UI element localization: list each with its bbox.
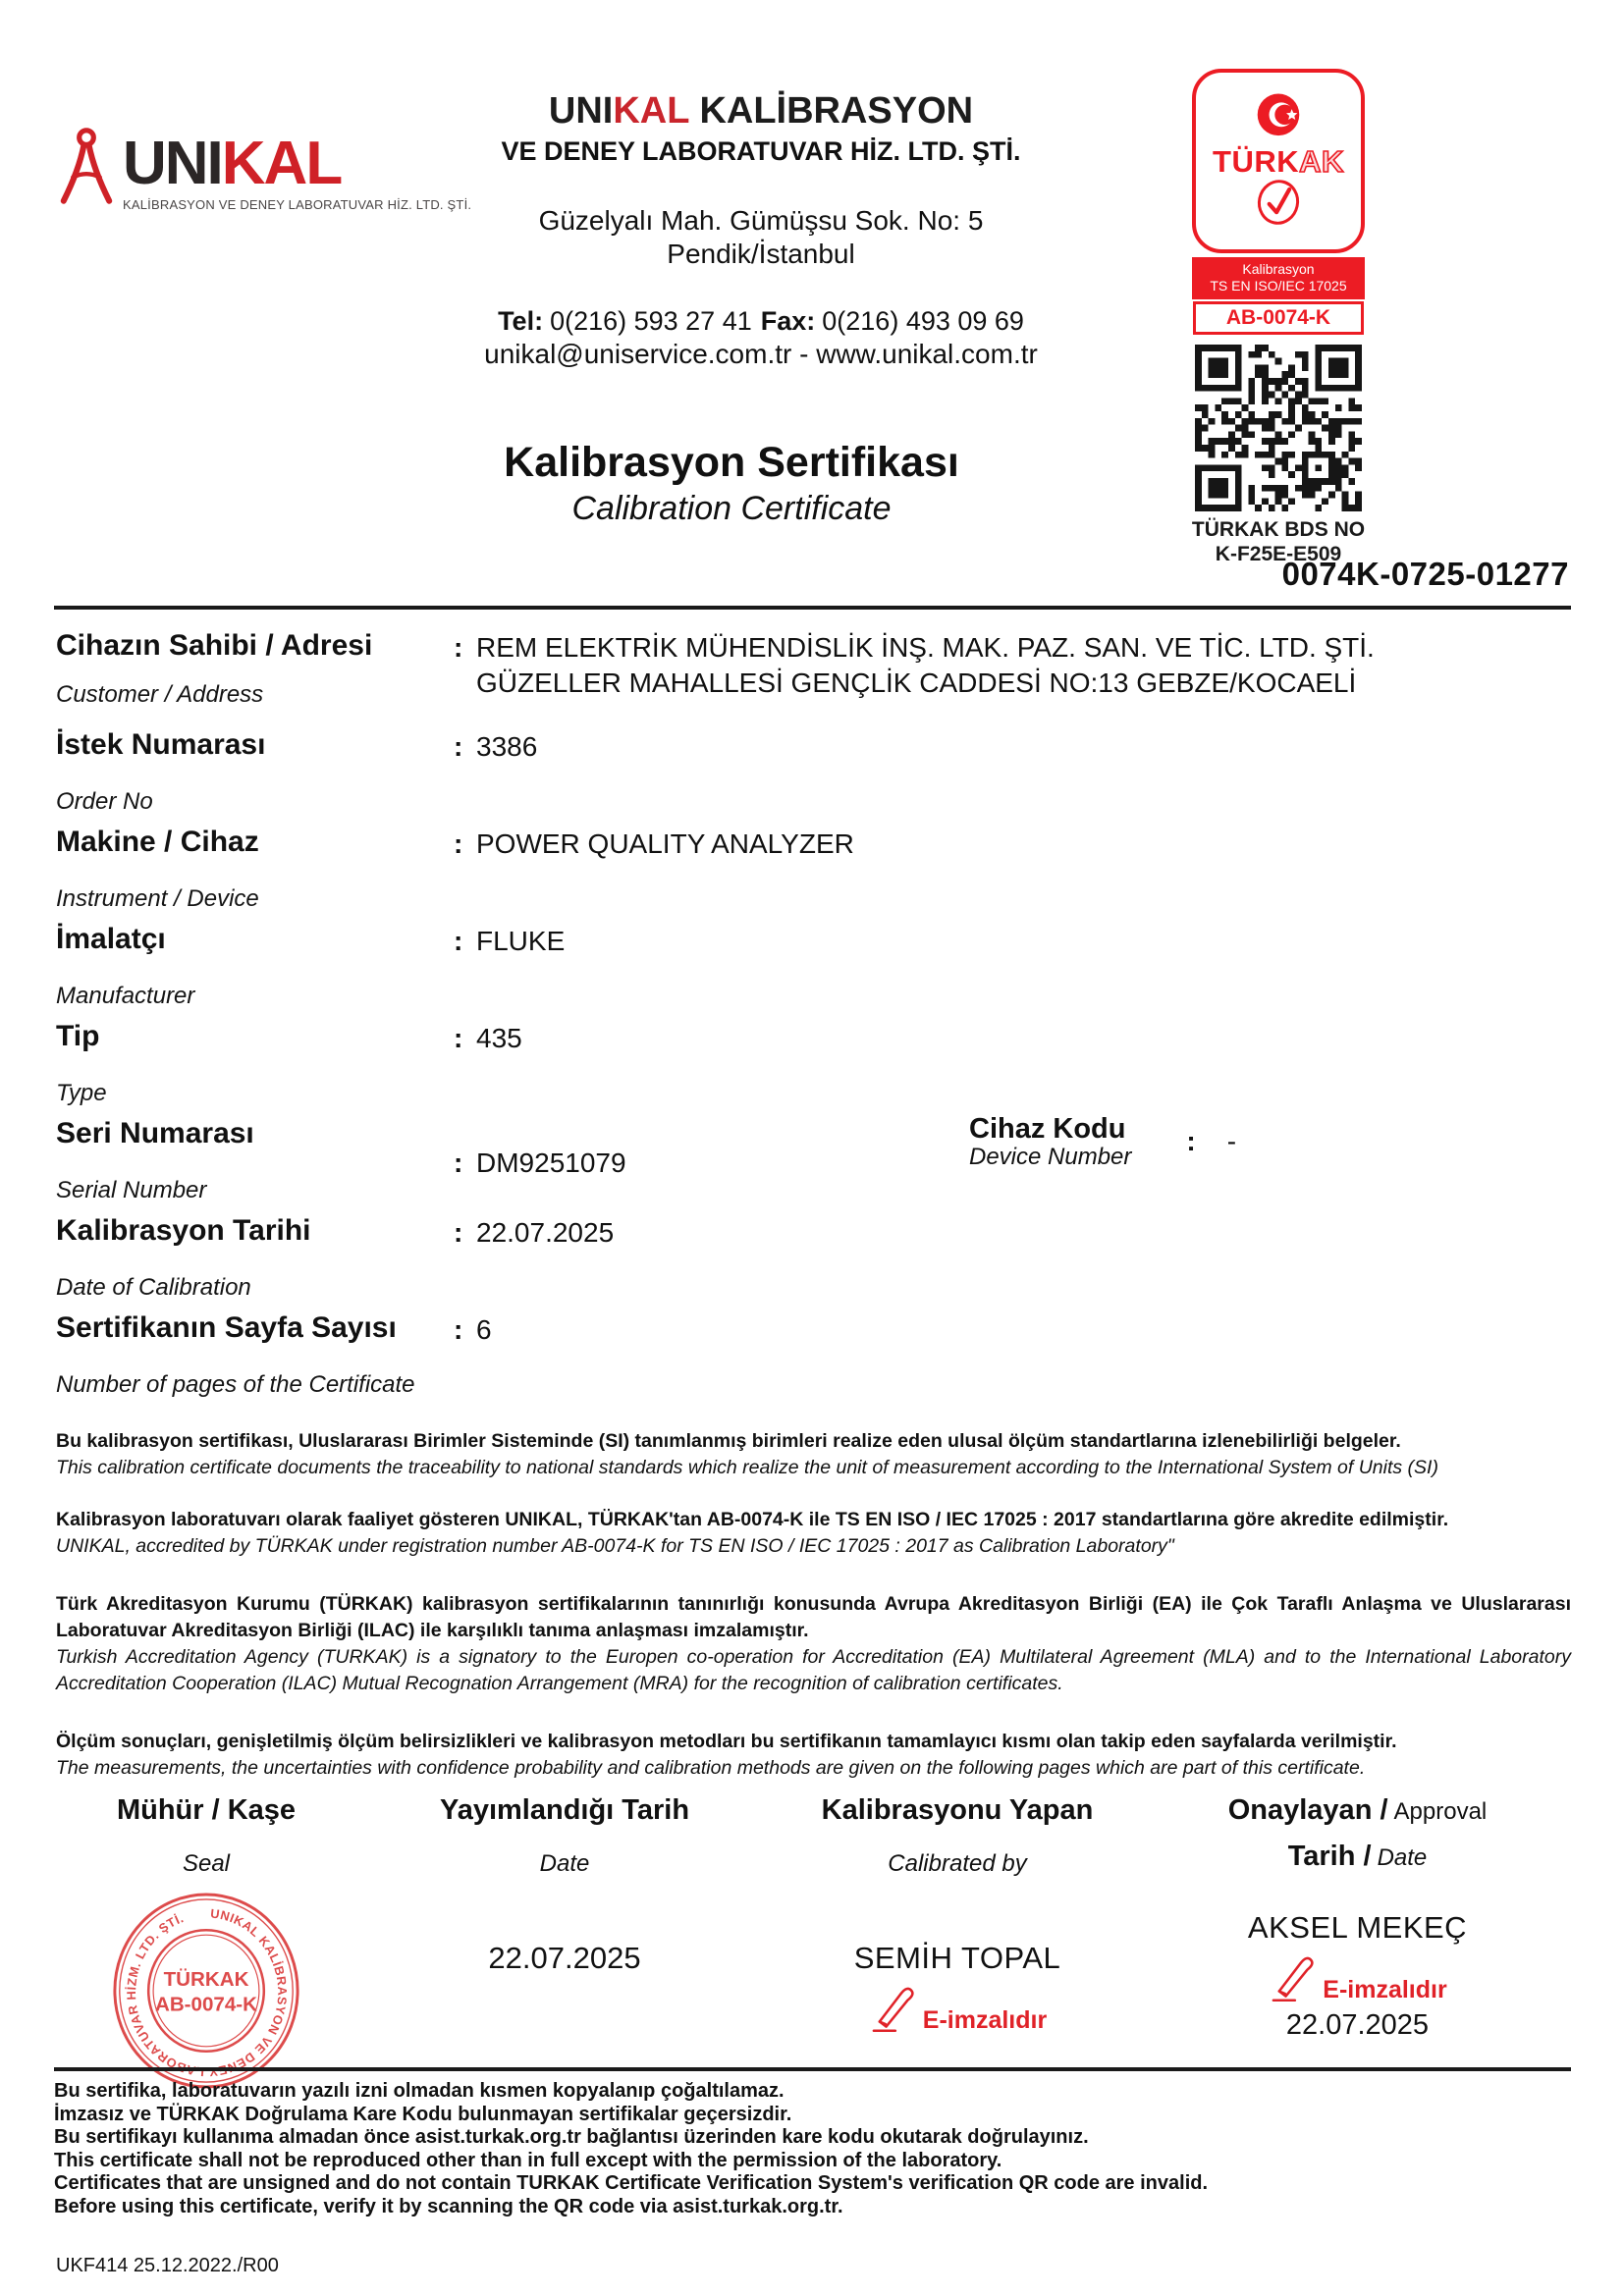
accreditation-scope-band: Kalibrasyon TS EN ISO/IEC 17025 — [1192, 257, 1365, 299]
field-value: REM ELEKTRİK MÜHENDİSLİK İNŞ. MAK. PAZ. SAN. VE TİC. LTD. ŞTİ. — [476, 632, 1375, 663]
title-english: Calibration Certificate — [571, 490, 892, 527]
field-device-code — [969, 1114, 1236, 1171]
field-row-instrument: Makine / Cihaz Instrument / Device : POWER QUALITY ANALYZER — [56, 827, 1573, 924]
pen-icon — [868, 1982, 921, 2040]
paragraph-mutual-recognition: Türk Akreditasyon Kurumu (TÜRKAK) kalibrasyon sertifikalarının tanınırlığı konusunda Avrupa Akreditasyon Birliği (EA) ile Çok Taraflı Anlaşma ve Uluslararası Laboratuvar Akreditasyon Birliği (ILAC) ile karşılıklı tanıma anlaşması imzalamıştır. Turkish Accreditation Agency (TURKAK) is a signatory to the Europen co-operation for Accreditation (EA) Multilateral Agreement (MLA) and to the International Laboratory Accreditation Cooperation (ILAC) Mutual Recognation Arrangement (MRA) for the recognition of calibration certificates. — [56, 1593, 1571, 1694]
field-value: DM9251079 — [476, 1148, 626, 1178]
issue-date-value: 22.07.2025 — [488, 1941, 641, 1975]
calibrated-by-name: SEMİH TOPAL — [853, 1941, 1061, 1975]
address-line2: Pendik/İstanbul — [667, 239, 855, 269]
turkak-badge — [1192, 69, 1365, 253]
title-turkish: Kalibrasyon Sertifikası — [504, 439, 959, 486]
unikal-logo — [56, 116, 472, 216]
phone-line: Tel: 0(216) 593 27 41 Fax: 0(216) 493 09 69 — [498, 306, 1024, 336]
device-code-label-tr: Cihaz Kodu — [969, 1113, 1126, 1145]
logo-kal: KAL — [221, 130, 342, 197]
seal-ring-text: UNIKAL KALİBRASYON VE DENEY LABORATUVAR HİZM. LTD. ŞTİ. — [124, 1905, 291, 2080]
seal-center-line1: TÜRKAK — [163, 1968, 249, 1992]
device-code-value: - — [1226, 1126, 1237, 1156]
field-row-manufacturer: İmalatçı Manufacturer : FLUKE — [56, 924, 1573, 1021]
company-seal — [54, 1890, 358, 2092]
certificate-fields — [56, 630, 1573, 1410]
approved-by-column: Onaylayan / Approval Tarih / Date AKSEL MEKEÇ E-imzalıdır 22.07.2025 — [1144, 1794, 1571, 2092]
seal-column: Mühür / Kaşe Seal UNIKAL KALİBRASYON VE DENEY LABORATUVAR HİZM. LTD. ŞTİ. TÜRKAK AB-0074-K — [54, 1794, 358, 2092]
field-value: FLUKE — [476, 926, 566, 956]
document-code: UKF414 25.12.2022./R00 — [56, 2255, 279, 2276]
field-row-serial-number: Seri Numarası Serial Number : DM9251079 Cihaz Kodu Device Number : - — [56, 1118, 1573, 1215]
field-value-line2: GÜZELLER MAHALLESİ GENÇLİK CADDESİ NO:13 GEBZE/KOCAELİ — [476, 667, 1357, 698]
field-value: 3386 — [476, 731, 538, 762]
contact-line: unikal@uniservice.com.tr - www.unikal.com.tr — [484, 339, 1038, 369]
turkish-flag-emblem-icon — [1253, 90, 1304, 146]
field-row-calibration-date: Kalibrasyon Tarihi Date of Calibration : 22.07.2025 — [56, 1215, 1573, 1312]
e-signature — [771, 1982, 1144, 2040]
field-row-customer — [56, 630, 1573, 729]
e-sign-label: E-imzalıdır — [922, 2006, 1048, 2034]
field-row-page-count: Sertifikanın Sayfa Sayısı Number of pages of the Certificate : 6 — [56, 1312, 1573, 1410]
paragraph-traceability: Bu kalibrasyon sertifikası, Uluslararası Birimler Sisteminde (SI) tanımlanmış birimleri realize eden ulusal ölçüm standartlarına izlenebilirliği belgeler. This calibration certificate documents the traceability to national standards which realize the unit of measurement according to the International System of Units (SI) — [56, 1430, 1438, 1478]
accreditation-number: AB-0074-K — [1193, 301, 1364, 335]
field-value: 22.07.2025 — [476, 1217, 615, 1248]
paragraph-results: Ölçüm sonuçları, genişletilmiş ölçüm belirsizlikleri ve kalibrasyon metodları bu sertifikanın tamamlayıcı kısmı olan takip eden sayfalarda verilmiştir. The measurements, the uncertainties with confidence probability and calibration methods are given on the following pages which are part of this certificate. — [56, 1731, 1397, 1779]
field-label-tr: Cihazın Sahibi / Adresi — [56, 629, 373, 662]
company-subtitle: VE DENEY LABORATUVAR HİZ. LTD. ŞTİ. — [501, 136, 1021, 166]
turkak-wordmark: TÜRK AK — [1213, 143, 1344, 179]
field-value: 6 — [476, 1314, 492, 1345]
paragraph-accreditation: Kalibrasyon laboratuvarı olarak faaliyet gösteren UNIKAL, TÜRKAK'tan AB-0074-K ile TS EN ISO / IEC 17025 : 2017 standartlarına göre akredite edilmiştir. UNIKAL, accredited by TÜRKAK under registration number AB-0074-K for TS EN ISO / IEC 17025 : 2017 as Calibration Laboratory" — [56, 1509, 1449, 1557]
company-header — [353, 90, 1168, 370]
e-sign-label: E-imzalıdır — [1323, 1976, 1447, 2003]
approval-date: 22.07.2025 — [1285, 2009, 1430, 2041]
bds-number: TÜRKAK BDS NO K-F25E-E509 — [1191, 518, 1366, 565]
pen-icon — [1268, 1951, 1321, 2009]
divider-line — [54, 606, 1571, 610]
legal-paragraphs — [56, 1428, 1571, 1807]
field-value: 435 — [476, 1023, 522, 1053]
seal-center-line2: AB-0074-K — [154, 1993, 258, 2016]
colon: : — [454, 632, 463, 663]
field-row-type: Tip Type : 435 — [56, 1021, 1573, 1118]
colon: : — [1186, 1126, 1196, 1156]
compass-icon — [56, 122, 117, 216]
approved-by-name: AKSEL MEKEÇ — [1247, 1910, 1468, 1945]
company-name: UNIKAL KALİBRASYON — [548, 90, 974, 132]
issue-date-column: Yayımlandığı Tarih Date 22.07.2025 — [358, 1794, 771, 2092]
logo-tagline: KALİBRASYON VE DENEY LABORATUVAR HİZ. LTD. ŞTİ. — [123, 197, 472, 212]
certificate-number: 0074K-0725-01277 — [1281, 556, 1569, 592]
field-row-order-no: İstek Numarası Order No : 3386 — [56, 729, 1573, 827]
calibrated-by-column: Kalibrasyonu Yapan Calibrated by SEMİH TOPAL E-imzalıdır — [771, 1794, 1144, 2092]
signature-section — [54, 1794, 1571, 2092]
checkmark-icon — [1253, 177, 1304, 233]
field-value: POWER QUALITY ANALYZER — [476, 828, 854, 859]
field-label-en: Customer / Address — [56, 681, 264, 708]
document-title — [0, 439, 1463, 528]
company-address — [353, 204, 1168, 271]
footer-disclaimer: Bu sertifika, laboratuvarın yazılı izni olmadan kısmen kopyalanıp çoğaltılamaz. İmzasız ve TÜRKAK Doğrulama Kare Kodu bulunmayan sertifikalar geçersizdir. Bu sertifikayı kullanıma almadan önce asist.turkak.org.tr bağlantısı üzerinden kare kodu okutarak doğrulayınız. This certificate shall not be reproduced other than in full except with the permission of the laboratory. Certificates that are unsigned and do not contain TURKAK Certificate Verification System's verification QR code are invalid. Before using this certificate, verify it by scanning the QR code via asist.turkak.org.tr. — [54, 2067, 1571, 2218]
address-line1: Güzelyalı Mah. Gümüşsu Sok. No: 5 — [538, 205, 984, 236]
logo-uni: UNI — [123, 130, 222, 197]
device-code-label-en: Device Number — [969, 1144, 1132, 1170]
e-signature — [1144, 1951, 1571, 2009]
